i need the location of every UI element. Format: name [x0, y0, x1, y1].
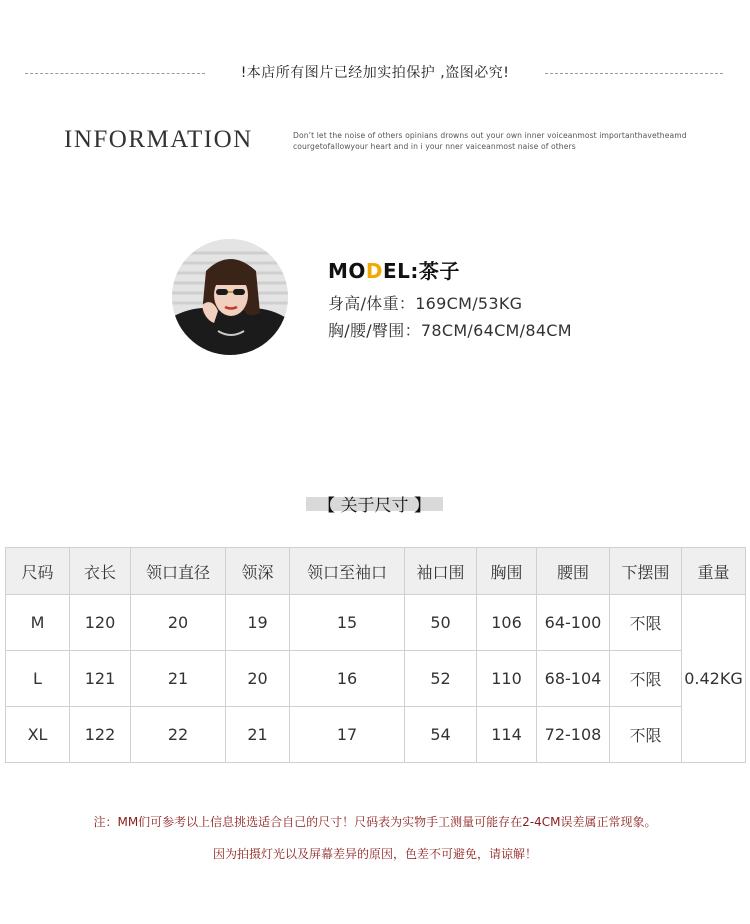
information-heading: INFORMATION: [64, 126, 253, 153]
header-neck-diameter: 领口直径: [131, 548, 226, 595]
size-section-title: 【 关于尺寸 】: [318, 496, 431, 516]
information-text: [293, 130, 713, 152]
cell-cuff: 52: [405, 651, 477, 707]
header-neck-depth: 领深: [226, 548, 290, 595]
cell-waist: 72-108: [537, 707, 610, 763]
copyright-notice: !本店所有图片已经加实拍保护 ,盗图必究!: [240, 65, 510, 81]
cell-length: 120: [70, 595, 131, 651]
header-size: 尺码: [6, 548, 70, 595]
model-name-prefix: MO: [328, 259, 366, 283]
cell-neck-to-cuff: 16: [290, 651, 405, 707]
cell-neck-depth: 21: [226, 707, 290, 763]
cell-cuff: 50: [405, 595, 477, 651]
cell-neck-to-cuff: 17: [290, 707, 405, 763]
table-row: [6, 595, 746, 651]
cell-neck-diameter: 20: [131, 595, 226, 651]
cell-size: XL: [6, 707, 70, 763]
cell-hem: 不限: [610, 595, 682, 651]
header-weight: 重量: [682, 548, 746, 595]
model-height-weight: 身高/体重：169CM/53KG: [328, 294, 523, 313]
cell-chest: 114: [477, 707, 537, 763]
model-name: [328, 255, 460, 284]
cell-length: 121: [70, 651, 131, 707]
cell-cuff: 54: [405, 707, 477, 763]
cell-neck-diameter: 21: [131, 651, 226, 707]
information-line-2: courgetofallowyour heart and in i your nner vaiceanmost naise of others: [293, 142, 576, 151]
table-row: [6, 707, 746, 763]
header-waist: 腰围: [537, 548, 610, 595]
model-avatar: [172, 239, 288, 355]
header-chest: 胸围: [477, 548, 537, 595]
cell-neck-to-cuff: 15: [290, 595, 405, 651]
cell-neck-diameter: 22: [131, 707, 226, 763]
model-name-suffix: EL:茶子: [383, 259, 460, 283]
cell-hem: 不限: [610, 651, 682, 707]
cell-waist: 68-104: [537, 651, 610, 707]
table-header-row: [6, 548, 746, 595]
notice-divider-right: [545, 73, 723, 74]
cell-neck-depth: 20: [226, 651, 290, 707]
header-neck-to-cuff: 领口至袖口: [290, 548, 405, 595]
cell-weight: 0.42KG: [682, 595, 746, 763]
model-measurements: 胸/腰/臀围：78CM/64CM/84CM: [328, 321, 572, 340]
size-table: [5, 547, 746, 763]
cell-size: L: [6, 651, 70, 707]
cell-hem: 不限: [610, 707, 682, 763]
information-line-1: Don’t let the noise of others opinians drowns out your own inner voiceanmost importanthavetheamd: [293, 131, 687, 140]
header-hem: 下摆围: [610, 548, 682, 595]
cell-neck-depth: 19: [226, 595, 290, 651]
color-note: 因为拍摄灯光以及屏幕差异的原因，色差不可避免，请谅解！: [212, 847, 537, 861]
cell-size: M: [6, 595, 70, 651]
model-name-accent: D: [365, 259, 384, 283]
model-portrait-image: [172, 239, 288, 355]
notice-divider-left: [25, 73, 205, 74]
cell-chest: 110: [477, 651, 537, 707]
header-length: 衣长: [70, 548, 131, 595]
header-cuff: 袖口围: [405, 548, 477, 595]
cell-waist: 64-100: [537, 595, 610, 651]
size-note: 注：MM们可参考以上信息挑选适合自己的尺寸！尺码表为实物手工测量可能存在2-4CM误差属正常现象。: [93, 815, 657, 829]
cell-length: 122: [70, 707, 131, 763]
cell-chest: 106: [477, 595, 537, 651]
table-row: [6, 651, 746, 707]
